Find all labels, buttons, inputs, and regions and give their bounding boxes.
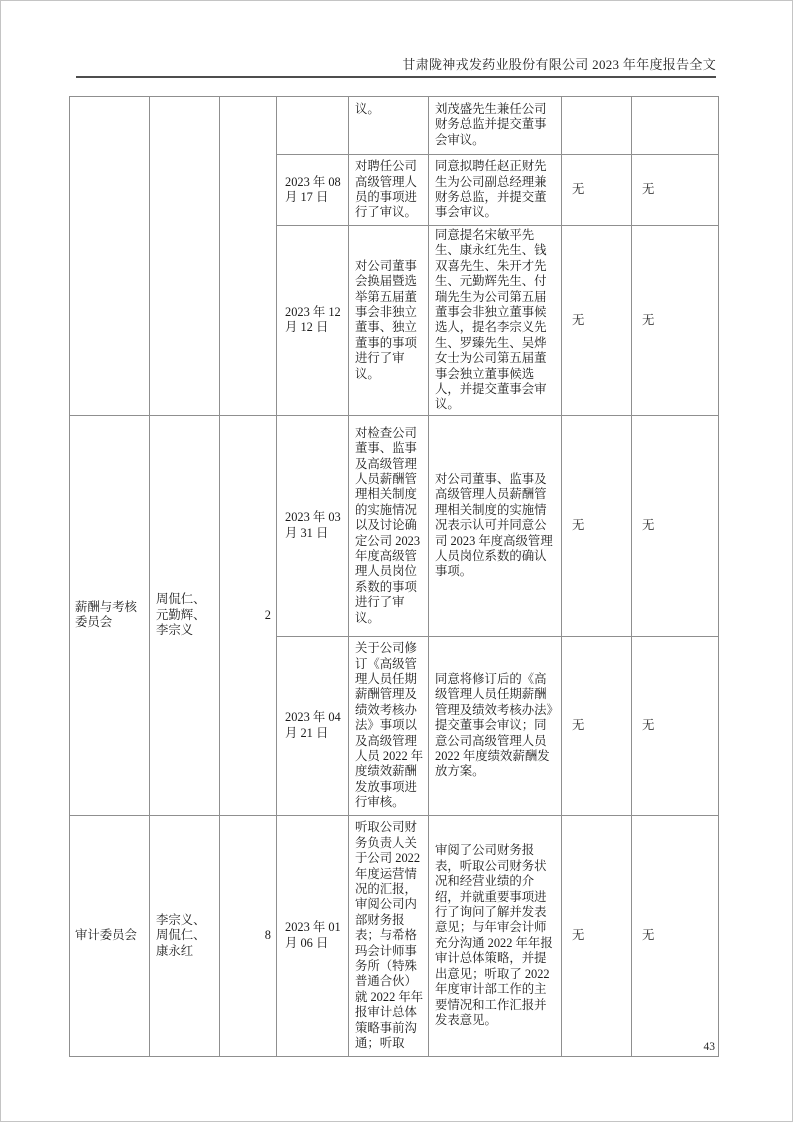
objection-cell: 无 [562, 415, 632, 636]
meeting-date-cell [277, 97, 349, 155]
committee-cell: 薪酬与考核委员会 [70, 415, 150, 815]
committee-cell [70, 97, 150, 416]
meeting-count-cell [220, 97, 277, 416]
meeting-content-cell: 关于公司修订《高级管理人员任期薪酬管理及绩效考核办法》事项以及高级管理人员 2022 年度绩效薪酬发放事项进行审核。 [349, 636, 429, 815]
other-note-cell [632, 97, 719, 155]
table-row [70, 815, 719, 1056]
report-header-title: 甘肃陇神戎发药业股份有限公司 2023 年年度报告全文 [402, 57, 716, 72]
other-note-cell: 无 [632, 636, 719, 815]
meeting-date-cell: 2023 年 04 月 21 日 [277, 636, 349, 815]
objection-cell: 无 [562, 636, 632, 815]
table-row [70, 97, 719, 155]
resolution-cell: 审阅了公司财务报表，听取公司财务状况和经营业绩的介绍，并就重要事项进行了询问了解并发表意见；与年审会计师充分沟通 2022 年年报审计总体策略，并提出意见；听取了 2022 年度审计部工作的主要情况和工作汇报并发表意见。 [429, 815, 562, 1056]
other-note-cell: 无 [632, 226, 719, 416]
meeting-date-cell: 2023 年 12 月 12 日 [277, 226, 349, 416]
resolution-cell: 刘茂盛先生兼任公司财务总监并提交董事会审议。 [429, 97, 562, 155]
meeting-date-cell: 2023 年 03 月 31 日 [277, 415, 349, 636]
objection-cell: 无 [562, 815, 632, 1056]
page-number: 43 [703, 1041, 715, 1053]
table-row [70, 415, 719, 636]
header-rule [76, 76, 716, 78]
objection-cell [562, 97, 632, 155]
other-note-cell: 无 [632, 815, 719, 1056]
committee-meetings-table [69, 96, 719, 1057]
meeting-content-cell: 对公司董事会换届暨选举第五届董事会非独立董事、独立董事的事项进行了审议。 [349, 226, 429, 416]
meeting-content-cell: 议。 [349, 97, 429, 155]
meeting-date-cell: 2023 年 01 月 06 日 [277, 815, 349, 1056]
meeting-count-cell: 8 [220, 815, 277, 1056]
members-cell: 李宗义、周侃仁、康永红 [150, 815, 220, 1056]
other-note-cell: 无 [632, 155, 719, 226]
meeting-content-cell: 听取公司财务负责人关于公司 2022 年度运营情况的汇报，审阅公司内部财务报表；与希格玛会计师事务所（特殊普通合伙）就 2022 年年报审计总体策略事前沟通；听取 [349, 815, 429, 1056]
resolution-cell: 同意拟聘任赵正财先生为公司副总经理兼财务总监，并提交董事会审议。 [429, 155, 562, 226]
members-cell: 周侃仁、元勤辉、李宗义 [150, 415, 220, 815]
resolution-cell: 同意将修订后的《高级管理人员任期薪酬管理及绩效考核办法》提交董事会审议；同意公司高级管理人员 2022 年度绩效薪酬发放方案。 [429, 636, 562, 815]
other-note-cell: 无 [632, 415, 719, 636]
objection-cell: 无 [562, 155, 632, 226]
meeting-date-cell: 2023 年 08 月 17 日 [277, 155, 349, 226]
committee-cell: 审计委员会 [70, 815, 150, 1056]
meeting-content-cell: 对聘任公司高级管理人员的事项进行了审议。 [349, 155, 429, 226]
resolution-cell: 对公司董事、监事及高级管理人员薪酬管理相关制度的实施情况表示认可并同意公司 2023 年度高级管理人员岗位系数的确认事项。 [429, 415, 562, 636]
resolution-cell: 同意提名宋敏平先生、康永红先生、钱双喜先生、朱开才先生、元勤辉先生、付瑞先生为公司第五届董事会非独立董事候选人，提名李宗义先生、罗臻先生、吴烨女士为公司第五届董事会独立董事候选人，并提交董事会审议。 [429, 226, 562, 416]
members-cell [150, 97, 220, 416]
meeting-count-cell: 2 [220, 415, 277, 815]
meeting-content-cell: 对检查公司董事、监事及高级管理人员薪酬管理相关制度的实施情况以及讨论确定公司 2023 年度高级管理人员岗位系数的事项进行了审议。 [349, 415, 429, 636]
objection-cell: 无 [562, 226, 632, 416]
